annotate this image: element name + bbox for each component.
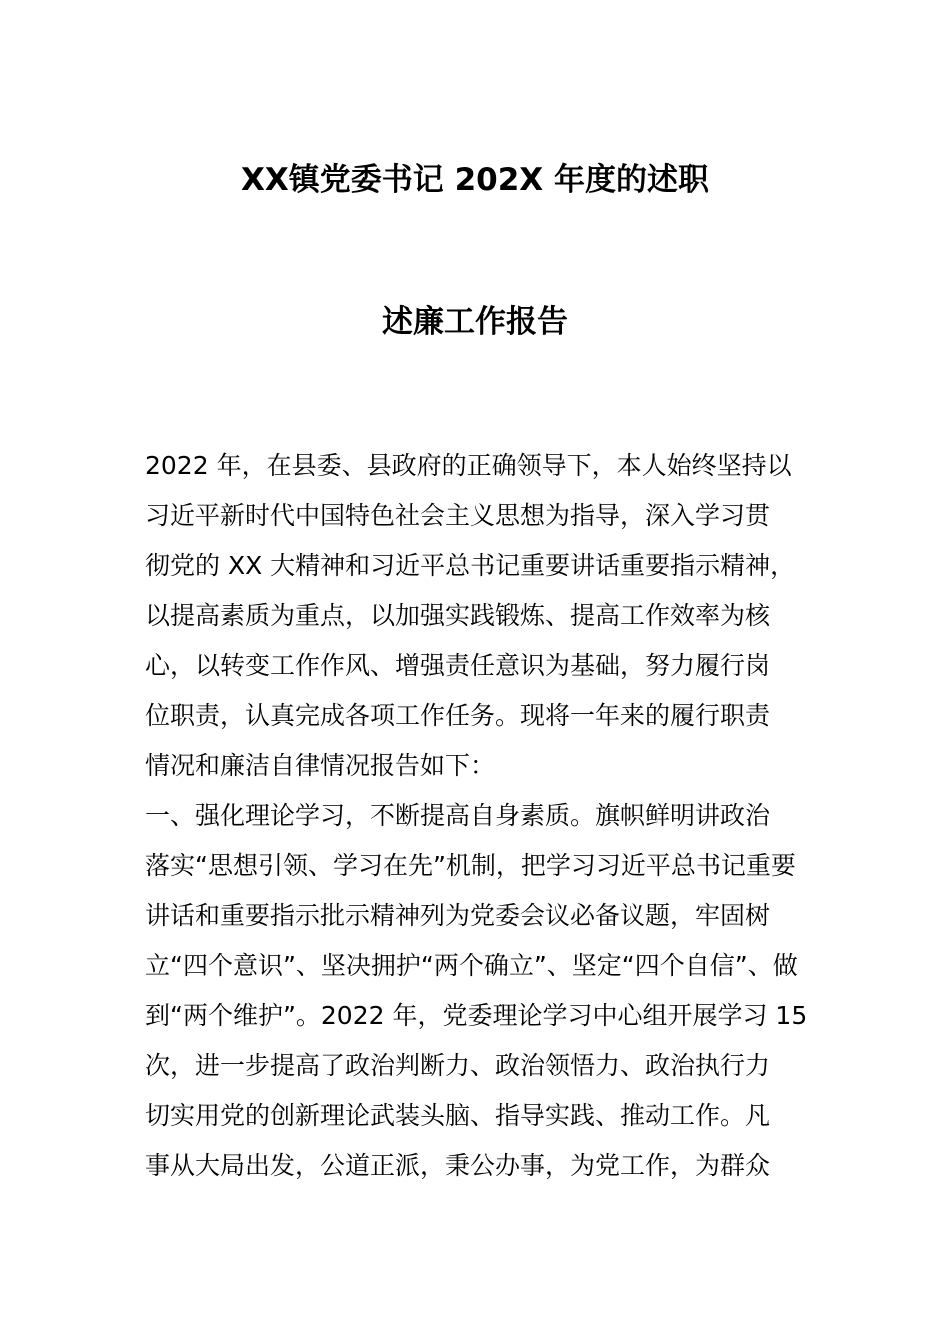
body-line: 事从大局出发，公道正派，秉公办事，为党工作，为群众 [145, 1151, 771, 1180]
body-line: 到“两个维护”。2022 年，党委理论学习中心组开展学习 15 [145, 1001, 808, 1030]
body-line: 讲话和重要指示批示精神列为党委会议必备议题，牢固树 [145, 901, 771, 930]
body-line: 心，以转变工作作风、增强责任意识为基础，努力履行岗 [145, 651, 771, 680]
body-line: 2022 年，在县委、县政府的正确领导下，本人始终坚持以 [145, 451, 792, 480]
body-line: 切实用党的创新理论武装头脑、指导实践、推动工作。凡 [145, 1101, 771, 1130]
body-line: 习近平新时代中国特色社会主义思想为指导，深入学习贯 [145, 501, 771, 530]
document-title-line-1: XX镇党委书记 202X 年度的述职 [241, 162, 709, 198]
document-body [145, 441, 825, 1191]
body-line: 以提高素质为重点，以加强实践锻炼、提高工作效率为核 [145, 601, 771, 630]
body-line: 一、强化理论学习，不断提高自身素质。旗帜鲜明讲政治 [145, 801, 771, 830]
body-line: 彻党的 XX 大精神和习近平总书记重要讲话重要指示精神， [145, 551, 796, 580]
body-line: 立“四个意识”、坚决拥护“两个确立”、坚定“四个自信”、做 [145, 951, 798, 980]
body-line: 次，进一步提高了政治判断力、政治领悟力、政治执行力 [145, 1051, 771, 1080]
body-line: 位职责，认真完成各项工作任务。现将一年来的履行职责 [145, 701, 771, 730]
body-line: 落实“思想引领、学习在先”机制，把学习习近平总书记重要 [145, 851, 796, 880]
document-title-line-2: 述廉工作报告 [382, 304, 568, 340]
body-line: 情况和廉洁自律情况报告如下： [145, 751, 496, 780]
